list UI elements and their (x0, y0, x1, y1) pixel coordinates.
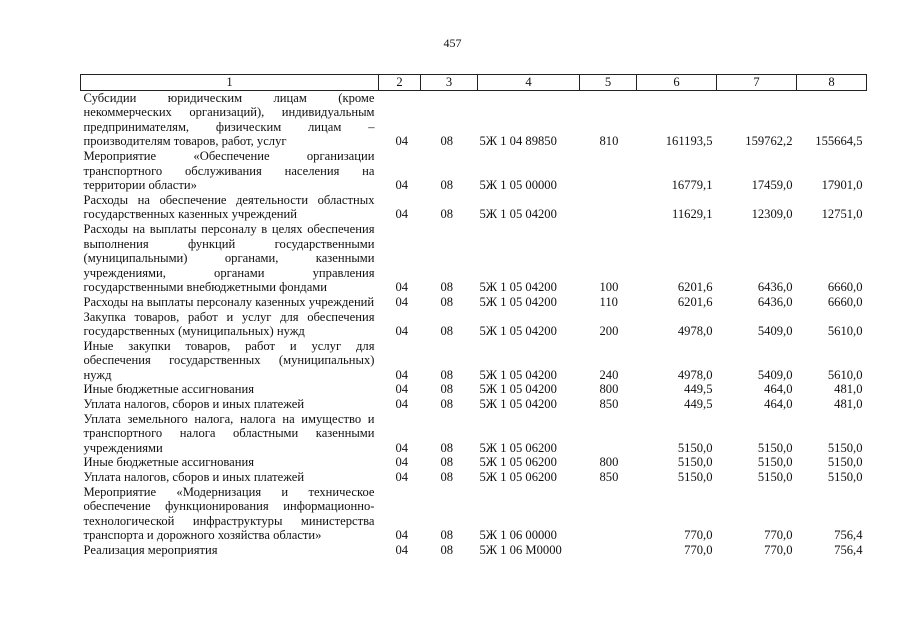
target-article-code: 5Ж 1 05 04200 (479, 382, 557, 397)
subsection-code: 08 (440, 324, 454, 339)
subsection-code: 08 (440, 440, 454, 455)
header-row (81, 75, 867, 91)
subsection-code: 08 (440, 134, 454, 149)
table-row (81, 339, 867, 383)
item-name: Мероприятие «Модернизация и техническое обеспечение функционирования информационно-технологической инфраструктуры министерства транспорта и дорожного хозяйства области» (83, 484, 375, 543)
amount-col6: 6201,6 (677, 280, 713, 295)
table-row (81, 382, 867, 397)
item-name: Расходы на выплаты персоналу в целях обеспечения выполнения функций государственными (муниципальными) органами, казенными учреждениями, органами управления государственными внебюджетными фондами (83, 221, 375, 295)
amount-col6: 161193,5 (665, 134, 713, 149)
section-code: 04 (395, 470, 409, 485)
amount-col6: 449,5 (684, 397, 713, 412)
amount-col6: 770,0 (684, 528, 713, 543)
table-row (81, 543, 867, 558)
subsection-code: 08 (440, 543, 454, 557)
column-header: 7 (717, 75, 797, 91)
amount-col7: 159762,2 (745, 134, 793, 149)
expense-type-code: 800 (599, 382, 619, 397)
column-header: 6 (637, 75, 717, 91)
table-row (81, 149, 867, 193)
item-name: Уплата налогов, сборов и иных платежей (83, 397, 305, 412)
subsection-code: 08 (440, 397, 454, 412)
item-name: Уплата земельного налога, налога на имущество и транспортного налога областными казенными учреждениями (83, 411, 375, 455)
target-article-code: 5Ж 1 05 00000 (479, 178, 557, 193)
amount-col7: 17459,0 (751, 178, 793, 193)
target-article-code: 5Ж 1 05 04200 (479, 280, 557, 295)
amount-col7: 6436,0 (757, 280, 793, 295)
expense-type-code: 240 (599, 367, 619, 382)
subsection-code: 08 (440, 367, 454, 382)
target-article-code: 5Ж 1 05 04200 (479, 207, 557, 222)
target-article-code: 5Ж 1 05 04200 (479, 397, 557, 412)
table-row (81, 412, 867, 456)
target-article-code: 5Ж 1 06 М0000 (479, 543, 562, 557)
amount-col7: 12309,0 (751, 207, 793, 222)
expense-type-code (580, 485, 637, 543)
subsection-code: 08 (440, 207, 454, 222)
target-article-code: 5Ж 1 05 06200 (479, 440, 557, 455)
expense-type-code (580, 412, 637, 456)
table-row (81, 485, 867, 543)
expense-type-code (580, 543, 637, 558)
budget-table (80, 74, 867, 558)
section-code: 04 (395, 324, 409, 339)
amount-col7: 464,0 (764, 397, 793, 412)
expense-type-code: 110 (599, 294, 618, 309)
amount-col6: 5150,0 (677, 440, 713, 455)
amount-col7: 5150,0 (757, 470, 793, 485)
amount-col7: 5150,0 (757, 455, 793, 470)
amount-col7: 770,0 (764, 543, 793, 557)
item-name: Иные бюджетные ассигнования (83, 455, 255, 470)
amount-col6: 4978,0 (677, 324, 713, 339)
amount-col8: 5150,0 (827, 470, 863, 485)
section-code: 04 (395, 178, 409, 193)
amount-col7: 5409,0 (757, 367, 793, 382)
page-number: 457 (443, 36, 462, 50)
target-article-code: 5Ж 1 04 89850 (479, 134, 557, 149)
amount-col6: 449,5 (684, 382, 713, 397)
amount-col7: 5409,0 (757, 324, 793, 339)
column-header: 5 (580, 75, 637, 91)
amount-col6: 4978,0 (677, 367, 713, 382)
section-code: 04 (395, 528, 409, 543)
amount-col7: 464,0 (764, 382, 793, 397)
amount-col8: 756,4 (834, 543, 863, 557)
subsection-code: 08 (440, 470, 454, 485)
amount-col8: 5610,0 (827, 367, 863, 382)
item-name: Реализация мероприятия (83, 543, 218, 557)
table-row (81, 470, 867, 485)
subsection-code: 08 (440, 382, 454, 397)
item-name: Уплата налогов, сборов и иных платежей (83, 470, 305, 485)
table-row (81, 193, 867, 222)
column-header: 2 (379, 75, 421, 91)
column-header: 1 (81, 75, 379, 91)
target-article-code: 5Ж 1 05 04200 (479, 294, 557, 309)
amount-col6: 770,0 (684, 543, 713, 557)
subsection-code: 08 (440, 528, 454, 543)
expense-type-code: 100 (599, 280, 619, 295)
table-row (81, 222, 867, 295)
section-code: 04 (395, 382, 409, 397)
amount-col6: 6201,6 (677, 294, 713, 309)
expense-type-code: 200 (599, 324, 619, 339)
section-code: 04 (395, 543, 409, 557)
table-body (81, 90, 867, 558)
amount-col8: 756,4 (834, 528, 863, 543)
amount-col8: 5150,0 (827, 455, 863, 470)
section-code: 04 (395, 397, 409, 412)
column-header: 8 (797, 75, 867, 91)
section-code: 04 (395, 440, 409, 455)
table-row (81, 90, 867, 149)
item-name: Субсидии юридическим лицам (кроме некоммерческих организаций), индивидуальным предпринимателям, физическим лицам – производителям товаров, работ, услуг (83, 90, 375, 149)
item-name: Мероприятие «Обеспечение организации транспортного обслуживания населения на территории области» (83, 148, 375, 193)
subsection-code: 08 (440, 294, 454, 309)
table-row (81, 310, 867, 339)
item-name: Расходы на выплаты персоналу казенных учреждений (83, 294, 375, 309)
target-article-code: 5Ж 1 05 04200 (479, 324, 557, 339)
table-row (81, 397, 867, 412)
expense-type-code: 850 (599, 470, 619, 485)
item-name: Закупка товаров, работ и услуг для обеспечения государственных (муниципальных) нужд (83, 309, 375, 339)
amount-col6: 5150,0 (677, 470, 713, 485)
expense-type-code: 800 (599, 455, 619, 470)
amount-col6: 16779,1 (671, 178, 713, 193)
target-article-code: 5Ж 1 06 00000 (479, 528, 557, 543)
expense-type-code (580, 193, 637, 222)
column-header: 3 (421, 75, 478, 91)
amount-col7: 5150,0 (757, 440, 793, 455)
section-code: 04 (395, 207, 409, 222)
section-code: 04 (395, 280, 409, 295)
section-code: 04 (395, 134, 409, 149)
target-article-code: 5Ж 1 05 06200 (479, 455, 557, 470)
amount-col8: 6660,0 (827, 294, 863, 309)
amount-col8: 5150,0 (827, 440, 863, 455)
item-name: Иные бюджетные ассигнования (83, 382, 255, 397)
item-name: Расходы на обеспечение деятельности областных государственных казенных учреждений (83, 192, 375, 222)
amount-col8: 481,0 (834, 382, 863, 397)
expense-type-code: 850 (599, 397, 619, 412)
subsection-code: 08 (440, 178, 454, 193)
subsection-code: 08 (440, 280, 454, 295)
section-code: 04 (395, 367, 409, 382)
amount-col7: 6436,0 (757, 294, 793, 309)
amount-col8: 17901,0 (821, 178, 863, 193)
amount-col6: 11629,1 (672, 207, 713, 222)
amount-col8: 12751,0 (821, 207, 863, 222)
amount-col6: 5150,0 (677, 455, 713, 470)
target-article-code: 5Ж 1 05 04200 (479, 367, 557, 382)
section-code: 04 (395, 294, 409, 309)
item-name: Иные закупки товаров, работ и услуг для обеспечения государственных (муниципальных) нужд (83, 338, 375, 382)
amount-col8: 155664,5 (815, 134, 863, 149)
table-row (81, 295, 867, 310)
column-header: 4 (478, 75, 580, 91)
amount-col7: 770,0 (764, 528, 793, 543)
subsection-code: 08 (440, 455, 454, 470)
amount-col8: 481,0 (834, 397, 863, 412)
section-code: 04 (395, 455, 409, 470)
table-row (81, 455, 867, 470)
amount-col8: 6660,0 (827, 280, 863, 295)
expense-type-code (580, 149, 637, 193)
amount-col8: 5610,0 (827, 324, 863, 339)
target-article-code: 5Ж 1 05 06200 (479, 470, 557, 485)
expense-type-code: 810 (599, 134, 619, 149)
